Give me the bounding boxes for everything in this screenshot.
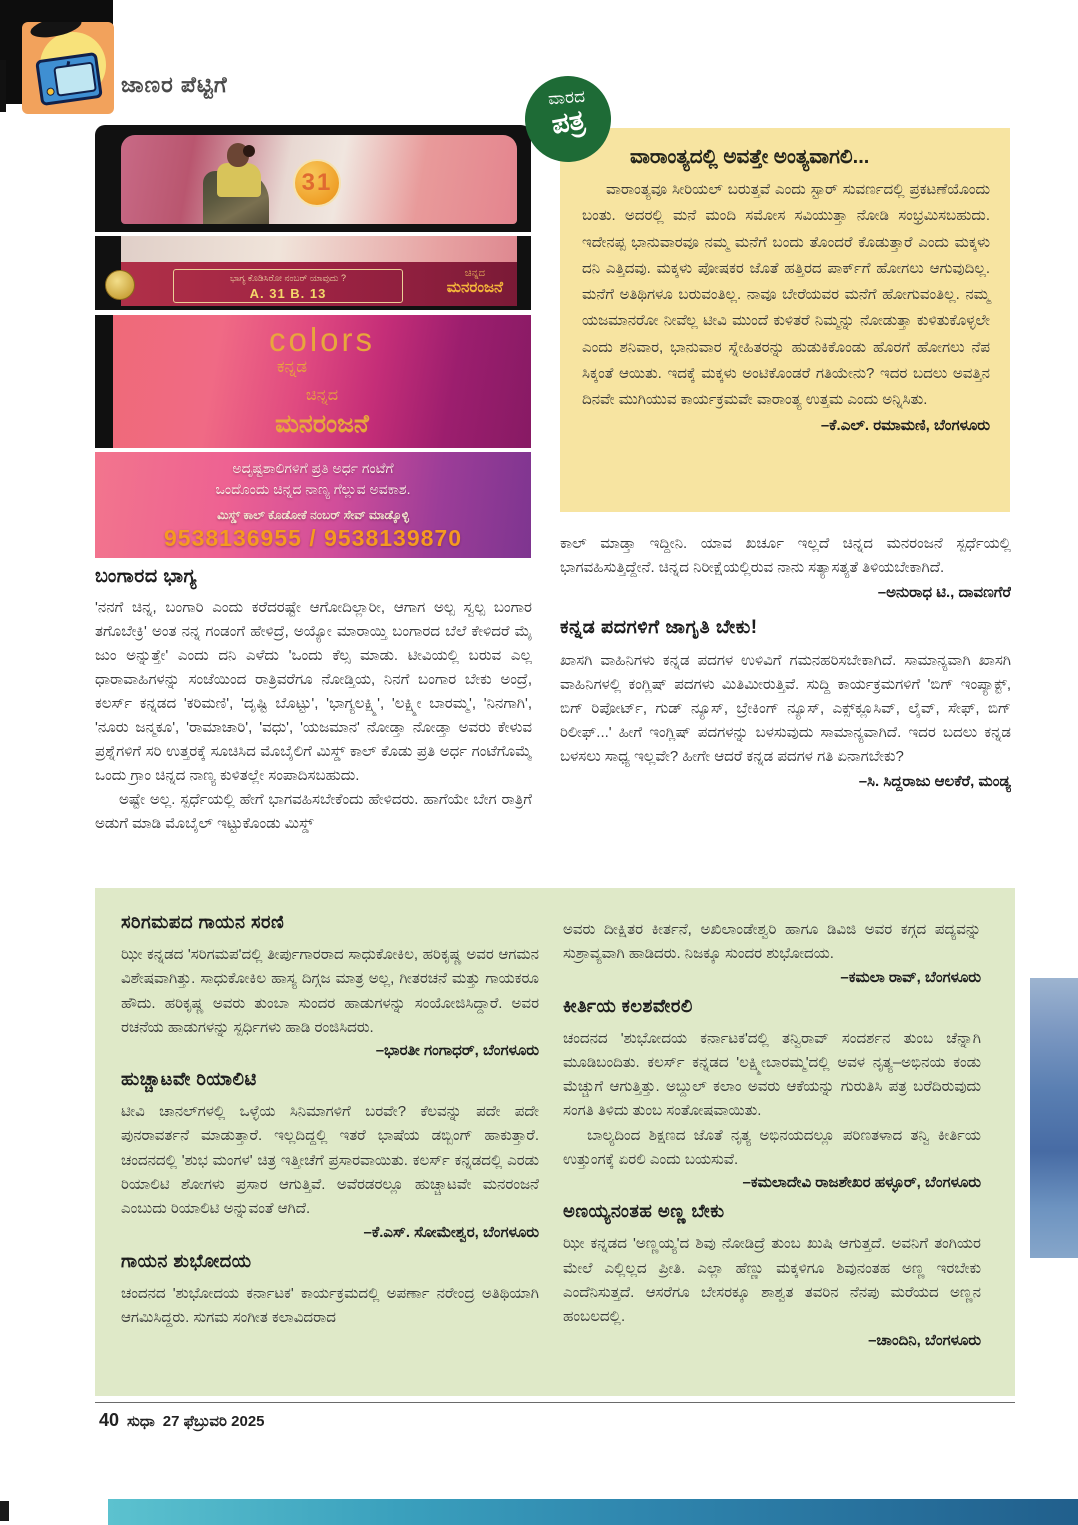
footer-rule (95, 1402, 1015, 1403)
featured-letter-box (560, 128, 1010, 512)
featured-letter-body: ವಾರಾಂತ್ಯವೂ ಸೀರಿಯಲ್ ಬರುತ್ತವೆ ಎಂದು ಸ್ಟಾರ್ ಸುವರ್ಣದಲ್ಲಿ ಪ್ರಕಟಣೆಯೊಂದು ಬಂತು. ಅದರಲ್ಲಿ ಮನೆ ಮಂದಿ ಸಮೋಸ ಸವಿಯುತ್ತಾ ನೋಡಿ ಸಂಭ್ರಮಿಸಬಹುದು. ಇದೇನಪ್ಪ ಭಾನುವಾರವೂ ನಮ್ಮ ಮನೆಗೆ ಬಂದು ತೊಂದರೆ ಕೊಡುತ್ತಾರೆ ಎಂದು ಮಕ್ಕಳು ದನಿ ಎತ್ತಿದವು. ಮಕ್ಕಳು ಪೋಷಕರ ಜೊತೆ ಹತ್ತಿರದ ಪಾರ್ಕ್‌ಗೆ ಹೋಗಲು ಆಗುವುದಿಲ್ಲ. ಮನೆಗೆ ಅತಿಥಿಗಳೂ ಬರುವಂತಿಲ್ಲ. ನಾವೂ ಬೇರೆಯವರ ಮನೆಗೆ ಹೋಗುವಂತಿಲ್ಲ. ನಮ್ಮ ಯಜಮಾನರೋ ನೀವೆಲ್ಲ ಟೀವಿ ಮುಂದೆ ಕುಳಿತರೆ ನಿಮ್ಮನ್ನು ನೋಡುತ್ತಾ ಕುಳಿತುಕೊಳ್ಳಲೇ ಎಂದು ಶನಿವಾರ, ಭಾನುವಾರ ಸ್ನೇಹಿತರನ್ನು ಹುಡುಕಿಕೊಂಡು ಹೊರಗೆ ಹೋಗಲು ನೆಪ ಸಿಕ್ಕಂತೆ ಆಯಿತು. ಇದಕ್ಕೆ ಮಕ್ಕಳು ಅಂಟಿಕೊಂಡರೆ ಗತಿಯೇನು? ಇದರ ಬದಲು ಅವತ್ತಿನ ದಿನವೇ ಮುಗಿಯುವ ಕಾರ್ಯಕ್ರಮವೇ ವಾರಾಂತ್ಯ ಉತ್ತಮ ಎಂದು ಅನ್ನಿಸಿತು. (582, 181, 990, 408)
letters-left-column (121, 902, 539, 1386)
gold-letter-signature: –ಅನುರಾಧ ಟಿ., ದಾವಣಗೆರೆ (877, 584, 1011, 601)
quiz-question: ಭಾಗ್ಯ ಕೊಡಿಸಿರೋ ನಂಬರ್ ಯಾವುದು ? (229, 273, 347, 283)
contest-info-line1: ಅದೃಷ್ಟಶಾಲಿಗಳಿಗೆ ಪ್ರತಿ ಅರ್ಧ ಗಂಟೆಗೆ (232, 460, 394, 476)
anna-heading: ಅಣಯ್ಯನಂತಹ ಅಣ್ಣ ಬೇಕು (563, 1201, 725, 1222)
reality-signature: –ಕೆ.ಎಸ್. ಸೋಮೇಶ್ವರ, ಬೆಂಗಳೂರು (363, 1223, 539, 1241)
colors-brand-logo: colors (268, 321, 376, 358)
keerti-heading: ಕೀರ್ತಿಯ ಕಲಶವೇರಲಿ (563, 995, 693, 1016)
colors-kannada-promo-photo (95, 315, 531, 448)
tv-cartoon-icon (22, 22, 114, 114)
gold-letter-paragraph-1: 'ನನಗೆ ಚಿನ್ನ, ಬಂಗಾರಿ ಎಂದು ಕರೆದರಷ್ಟೇ ಆಗೋದಿಲ್ಲಾರೀ, ಆಗಾಗ ಅಲ್ಪ ಸ್ವಲ್ಪ ಬಂಗಾರ ತಗೊಬೇಕ್ರಿ' ಅಂತ ನನ್ನ ಗಂಡಂಗೆ ಹೇಳಿದ್ರೆ, ಅಯ್ಯೋ ಮಾರಾಯ್ತಿ ಬಂಗಾರದ ಬೆಲೆ ಕೇಳಿದರೆ ಮೈ ಜುಂ ಅನ್ನುತ್ತೇ' ಎಂದು ದನಿ ಎಳೆದು 'ಒಂದು ಕೆಲ್ಸ ಮಾಡು. ಟೀವಿಯಲ್ಲಿ ಬರುವ ಎಲ್ಲ ಧಾರಾವಾಹಿಗಳನ್ನು ಸಂಜೆಯಿಂದ ರಾತ್ರಿವರೆಗೂ ನೋಡ್ತಿಯ, ನಿನಗೆ ಬಂಗಾರ ಬೇಕು ಅಂದ್ರೆ, ಕಲರ್ಸ್ ಕನ್ನಡದ 'ಕರಿಮಣಿ', 'ದೃಷ್ಟಿ ಬೊಟ್ಟು', 'ಭಾಗ್ಯಲಕ್ಷ್ಮಿ', 'ಲಕ್ಷ್ಮೀ ಬಾರಮ್ಮ', 'ನಿನಗಾಗಿ', 'ನೂರು ಜನ್ಮಕೂ', 'ರಾಮಾಚಾರಿ', 'ವಧು', 'ಯಜಮಾನ' ನೋಡ್ತಾ ನೋಡ್ತಾ ಅವರು ಕೇಳುವ ಪ್ರಶ್ನೆಗಳಿಗೆ ಸರಿ ಉತ್ತರಕ್ಕೆ ಸೂಚಿಸಿದ ಮೊಬೈಲಿಗೆ ಮಿಸ್ಡ್ ಕಾಲ್ ಕೊಡು ಪ್ರತಿ ಅರ್ಧ ಗಂಟೆಗೊಮ್ಮೆ ಒಂದು ಗ್ರಾಂ ಚಿನ್ನದ ನಾಣ್ಯ ಕುಳಿತಲ್ಲೇ ಸಂಪಾದಿಸಬಹುದು. (95, 599, 532, 784)
quiz-question-box (173, 269, 403, 303)
keerti-paragraph-2: ಬಾಲ್ಯದಿಂದ ಶಿಕ್ಷಣದ ಜೊತೆ ನೃತ್ಯ ಅಭಿನಯದಲ್ಲೂ ಪರಿಣತಳಾದ ತನ್ವಿ ಕೀರ್ತಿಯ ಉತ್ತುಂಗಕ್ಕೆ ಏರಲಿ ಎಂದು ಬಯಸುವೆ. (563, 1126, 981, 1169)
contest-info-line2: ಒಂದೊಂದು ಚಿನ್ನದ ನಾಣ್ಯ ಗೆಲ್ಲುವ ಅವಕಾಶ. (215, 481, 411, 497)
gaayana-body-right: ಅವರು ದೀಕ್ಷಿತರ ಕೀರ್ತನೆ, ಅಖಿಲಾಂಡೇಶ್ವರಿ ಹಾಗೂ ಡಿವಿಜಿ ಅವರ ಕಗ್ಗದ ಪದ್ಯವನ್ನು ಸುಶ್ರಾವ್ಯವಾಗಿ ಹಾಡಿದರು. ನಿಜಕ್ಕೂ ಸುಂದರ ಶುಭೋದಯ. (563, 921, 981, 963)
tv-screenshot-photo-1 (95, 125, 531, 232)
featured-letter-signature: –ಕೆ.ಎಲ್. ರಮಾಮಣಿ, ಬೆಂಗಳೂರು (820, 417, 990, 435)
contest-logo-small: ಚಿನ್ನದ (464, 268, 485, 279)
kannada-letter-body: ಖಾಸಗಿ ವಾಹಿನಿಗಳು ಕನ್ನಡ ಪದಗಳ ಉಳಿವಿಗೆ ಗಮನಹರಿಸಬೇಕಾಗಿದೆ. ಸಾಮಾನ್ಯವಾಗಿ ಖಾಸಗಿ ವಾಹಿನಿಗಳಲ್ಲಿ ಕಂಗ್ಲಿಷ್ ಪದಗಳು ಮಿತಿಮೀರುತ್ತಿವೆ. ಸುದ್ದಿ ಕಾರ್ಯಕ್ರಮಗಳಿಗೆ 'ಬಿಗ್ ಇಂಪ್ಯಾಕ್ಟ್, ಬಿಗ್ ರಿಪೋರ್ಟ್, ಗುಡ್ ನ್ಯೂಸ್, ಬ್ರೇಕಿಂಗ್ ನ್ಯೂಸ್, ಎಕ್ಸ್‌ಕ್ಲೂಸಿವ್, ಲೈವ್, ಸೇಫ್, ಬಿಗ್ ರಿಲೀಫ್...' ಹೀಗೆ ಇಂಗ್ಲಿಷ್ ಪದಗಳನ್ನು ಬಳಸುವುದು ಸಾಮಾನ್ಯವಾಗಿದೆ. ಇದರ ಬದಲು ಕನ್ನಡ ಬಳಸಲು ಸಾಧ್ಯ ಇಲ್ಲವೇ? ಹೀಗೇ ಆದರೆ ಕನ್ನಡ ಪದಗಳ ಗತಿ ಏನಾಗಬೇಕು? (560, 652, 1011, 765)
tv-scene-strip (121, 236, 517, 262)
adjacent-photo-sliver (1030, 978, 1078, 1258)
kannada-letter-heading: ಕನ್ನಡ ಪದಗಳಿಗೆ ಜಾಗೃತಿ ಬೇಕು! (560, 617, 758, 638)
tv-scene (121, 135, 517, 224)
keerti-signature: –ಕಮಲಾದೇವಿ ರಾಜಶೇಖರ ಹಳ್ಳೂರ್, ಬೆಂಗಳೂರು (742, 1174, 981, 1192)
sarigamapa-heading: ಸರಿಗಮಪದ ಗಾಯನ ಸರಣಿ (121, 912, 285, 932)
promo-line1: ಚಿನ್ನದ (305, 387, 339, 404)
page-number: 40 (99, 1410, 120, 1430)
woman-figure (199, 143, 277, 224)
badge-line1: ವಾರದ (547, 86, 586, 109)
page-edge-mark (0, 60, 6, 112)
kannada-letter-signature: –ಸಿ. ಸಿದ್ದರಾಜು ಆಲಕೆರೆ, ಮಂಡ್ಯ (858, 773, 1011, 790)
reader-letters-box (95, 888, 1015, 1396)
anna-body: ಝೀ ಕನ್ನಡದ 'ಅಣ್ಣಯ್ಯ'ದ ಶಿವು ನೋಡಿದ್ರೆ ತುಂಬ ಖುಷಿ ಆಗುತ್ತದೆ. ಅವನಿಗೆ ತಂಗಿಯರ ಮೇಲೆ ಎಲ್ಲಿಲ್ಲದ ಪ್ರೀತಿ. ಎಲ್ಲಾ ಹೆಣ್ಣು ಮಕ್ಕಳಿಗೂ ಶಿವುನಂತಹ ಅಣ್ಣ ಇರಬೇಕು ಎಂದೆನಿಸುತ್ತದೆ. ಆಸರೆಗೂ ಬೇಸರಕ್ಕೂ ಶಾಶ್ವತ ತವರಿನ ನೆನಪು ಮರೆಯದ ಅಣ್ಣನ ಹಂಬಲದಲ್ಲಿ. (563, 1235, 981, 1326)
anna-signature: –ಚಾಂದಿನಿ, ಬೆಂಗಳೂರು (868, 1331, 981, 1349)
tv-body-icon (35, 52, 103, 106)
colors-brand-language: ಕನ್ನಡ (276, 357, 308, 376)
magazine-name: ಸುಧಾ (127, 1413, 155, 1430)
gold-coin-icon (105, 270, 135, 300)
badge-line2: ಪತ್ರ (549, 104, 587, 140)
blouse-shape (217, 163, 261, 197)
issue-date: 27 ಫೆಬ್ರುವರಿ 2025 (162, 1413, 265, 1430)
gold-letter-paragraph-2: ಅಷ್ಟೇ ಅಲ್ಲ. ಸ್ಪರ್ಧೆಯಲ್ಲಿ ಹೇಗೆ ಭಾಗವಹಿಸಬೇಕೆಂದು ಹೇಳಿದರು. ಹಾಗೆಯೇ ಬೇಗ ರಾತ್ರಿಗೆ ಅಡುಗೆ ಮಾಡಿ ಮೊಬೈಲ್ ಇಟ್ಟುಕೊಂಡು ಮಿಸ್ಡ್ (95, 791, 532, 832)
featured-letter-heading: ವಾರಾಂತ್ಯದಲ್ಲಿ ಅವತ್ತೇ ಅಂತ್ಯವಾಗಲಿ... (630, 146, 870, 168)
number-badge: 31 (293, 159, 341, 207)
contest-logo-big: ಮನರಂಜನೆ (446, 279, 503, 296)
gaayana-heading: ಗಾಯನ ಶುಭೋದಯ (121, 1250, 252, 1271)
tv-screen-shape (53, 62, 97, 97)
reality-heading: ಹುಚ್ಚಾಟವೇ ರಿಯಾಲಿಟಿ (121, 1069, 257, 1090)
keerti-paragraph-1: ಚಂದನದ 'ಶುಭೋದಯ ಕರ್ನಾಟಕ'ದಲ್ಲಿ ತನ್ವಿರಾವ್ ಸಂದರ್ಶನ ತುಂಬ ಚೆನ್ನಾಗಿ ಮೂಡಿಬಂದಿತು. ಕಲರ್ಸ್ ಕನ್ನಡದ 'ಲಕ್ಷ್ಮೀಬಾರಮ್ಮ'ದಲ್ಲಿ ಅವಳ ನೃತ್ಯ–ಅಭಿನಯ ಕಂಡು ಮೆಚ್ಚುಗೆ ಆಗುತ್ತಿತ್ತು. ಅಬ್ದುಲ್ ಕಲಾಂ ಅವರು ಆಕೆಯನ್ನು ಗುರುತಿಸಿ ಪತ್ರ ಬರೆದಿರುವುದು ಸಂಗತಿ ತಿಳಿದು ತುಂಬ ಸಂತೋಷವಾಯಿತು. (563, 1029, 981, 1120)
tv-screenshot-photo-2 (95, 236, 531, 310)
contest-info-photo (95, 452, 531, 558)
gold-letter-heading: ಬಂಗಾರದ ಭಾಗ್ಯ (95, 566, 197, 587)
reality-body: ಟೀವಿ ಚಾನಲ್‌ಗಳಲ್ಲಿ ಒಳ್ಳೆಯ ಸಿನಿಮಾಗಳಿಗೆ ಬರವೇ? ಕೆಲವನ್ನು ಪದೇ ಪದೇ ಪುನರಾವರ್ತನೆ ಮಾಡುತ್ತಾರೆ. ಇಲ್ಲದಿದ್ದಲ್ಲಿ ಇತರೆ ಭಾಷೆಯ ಡಬ್ಬಿಂಗ್ ಹಾಕುತ್ತಾರೆ. ಚಂದನದಲ್ಲಿ 'ಶುಭ ಮಂಗಳ' ಚಿತ್ರ ಇತ್ತೀಚೆಗೆ ಪ್ರಸಾರವಾಯಿತು. ಕಲರ್ಸ್ ಕನ್ನಡದಲ್ಲಿ ಎರಡು ರಿಯಾಲಿಟಿ ಶೋಗಳು ಪ್ರಸಾರ ಆಗುತ್ತಿವೆ. ಅವೆರಡರಲ್ಲೂ ಹುಚ್ಚಾಟವೇ ಮನರಂಜನೆ ಎಂಬುದು ರಿಯಾಲಿಟಿ ಅನ್ನುವಂತೆ ಆಗಿದೆ. (121, 1103, 539, 1218)
contest-phone-numbers: 9538136955 / 9538139870 (163, 525, 462, 551)
gaayana-body-left: ಚಂದನದ 'ಶುಭೋದಯ ಕರ್ನಾಟಕ' ಕಾರ್ಯಕ್ರಮದಲ್ಲಿ ಅಪರ್ಣಾ ನರೇಂದ್ರ ಅತಿಥಿಯಾಗಿ ಆಗಮಿಸಿದ್ದರು. ಸುಗಮ ಸಂಗೀತ ಕಲಾವಿದರಾದ (121, 1284, 539, 1326)
promo-line2: ಮನರಂಜನೆ (275, 410, 369, 438)
gold-letter-section (95, 566, 532, 884)
photo-edge-bar (95, 315, 113, 448)
promo-gradient (113, 315, 531, 448)
sarigamapa-signature: –ಭಾರತೀ ಗಂಗಾಧರ್, ಬೆಂಗಳೂರು (375, 1042, 539, 1060)
next-page-edge-strip (108, 1499, 1078, 1525)
contest-info-text (95, 452, 531, 558)
bottom-edge-mark (0, 1501, 9, 1521)
column-title: ಜಾಣರ ಪೆಟ್ಟಿಗೆ (121, 72, 228, 97)
letters-right-column (563, 902, 981, 1386)
footer (99, 1410, 265, 1431)
quiz-banner (121, 262, 517, 306)
contest-logo (447, 268, 503, 296)
gold-letter-paragraph-3: ಕಾಲ್ ಮಾಡ್ತಾ ಇದ್ದೀನಿ. ಯಾವ ಖರ್ಚೂ ಇಲ್ಲದೆ ಚಿನ್ನದ ಮನರಂಜನೆ ಸ್ಪರ್ಧೆಯಲ್ಲಿ ಭಾಗವಹಿಸುತ್ತಿದ್ದೇನೆ. ಚಿನ್ನದ ನಿರೀಕ್ಷೆಯಲ್ಲಿರುವ ನಾನು ಸತ್ಯಾಸತ್ಯತೆ ತಿಳಿಯಬೇಕಾಗಿದೆ. (560, 535, 1011, 576)
gaayana-signature: –ಕಮಲಾ ರಾವ್, ಬೆಂಗಳೂರು (840, 968, 981, 986)
sarigamapa-body: ಝೀ ಕನ್ನಡದ 'ಸರಿಗಮಪ'ದಲ್ಲಿ ತೀರ್ಪುಗಾರರಾದ ಸಾಧುಕೋಕಿಲ, ಹರಿಕೃಷ್ಣ ಅವರ ಆಗಮನ ವಿಶೇಷವಾಗಿತ್ತು. ಸಾಧುಕೋಕಿಲ ಹಾಸ್ಯ ದಿಗ್ಗಜ ಮಾತ್ರ ಅಲ್ಲ, ಗೀತರಚನೆ ಮತ್ತು ಗಾಯಕರೂ ಹೌದು. ಹರಿಕೃಷ್ಣ ಅವರು ತುಂಬಾ ಸುಂದರ ಹಾಡುಗಳನ್ನು ಸಂಯೋಜಿಸಿದ್ದಾರೆ. ಅವರ ರಚನೆಯ ಹಾಡುಗಳನ್ನು ಸ್ಪರ್ಧಿಗಳು ಹಾಡಿ ರಂಜಿಸಿದರು. (121, 946, 539, 1036)
right-column-letters (560, 532, 1011, 884)
tv-knob-shape (46, 87, 55, 96)
quiz-options: A. 31 B. 13 (249, 286, 327, 301)
contest-info-line3: ಮಿಸ್ಡ್ ಕಾಲ್ ಕೊಡೋಕೆ ನಂಬರ್ ಸೇವ್ ಮಾಡ್ಕೊಳ್ಳಿ (217, 508, 409, 522)
hairbun-shape (243, 145, 255, 157)
